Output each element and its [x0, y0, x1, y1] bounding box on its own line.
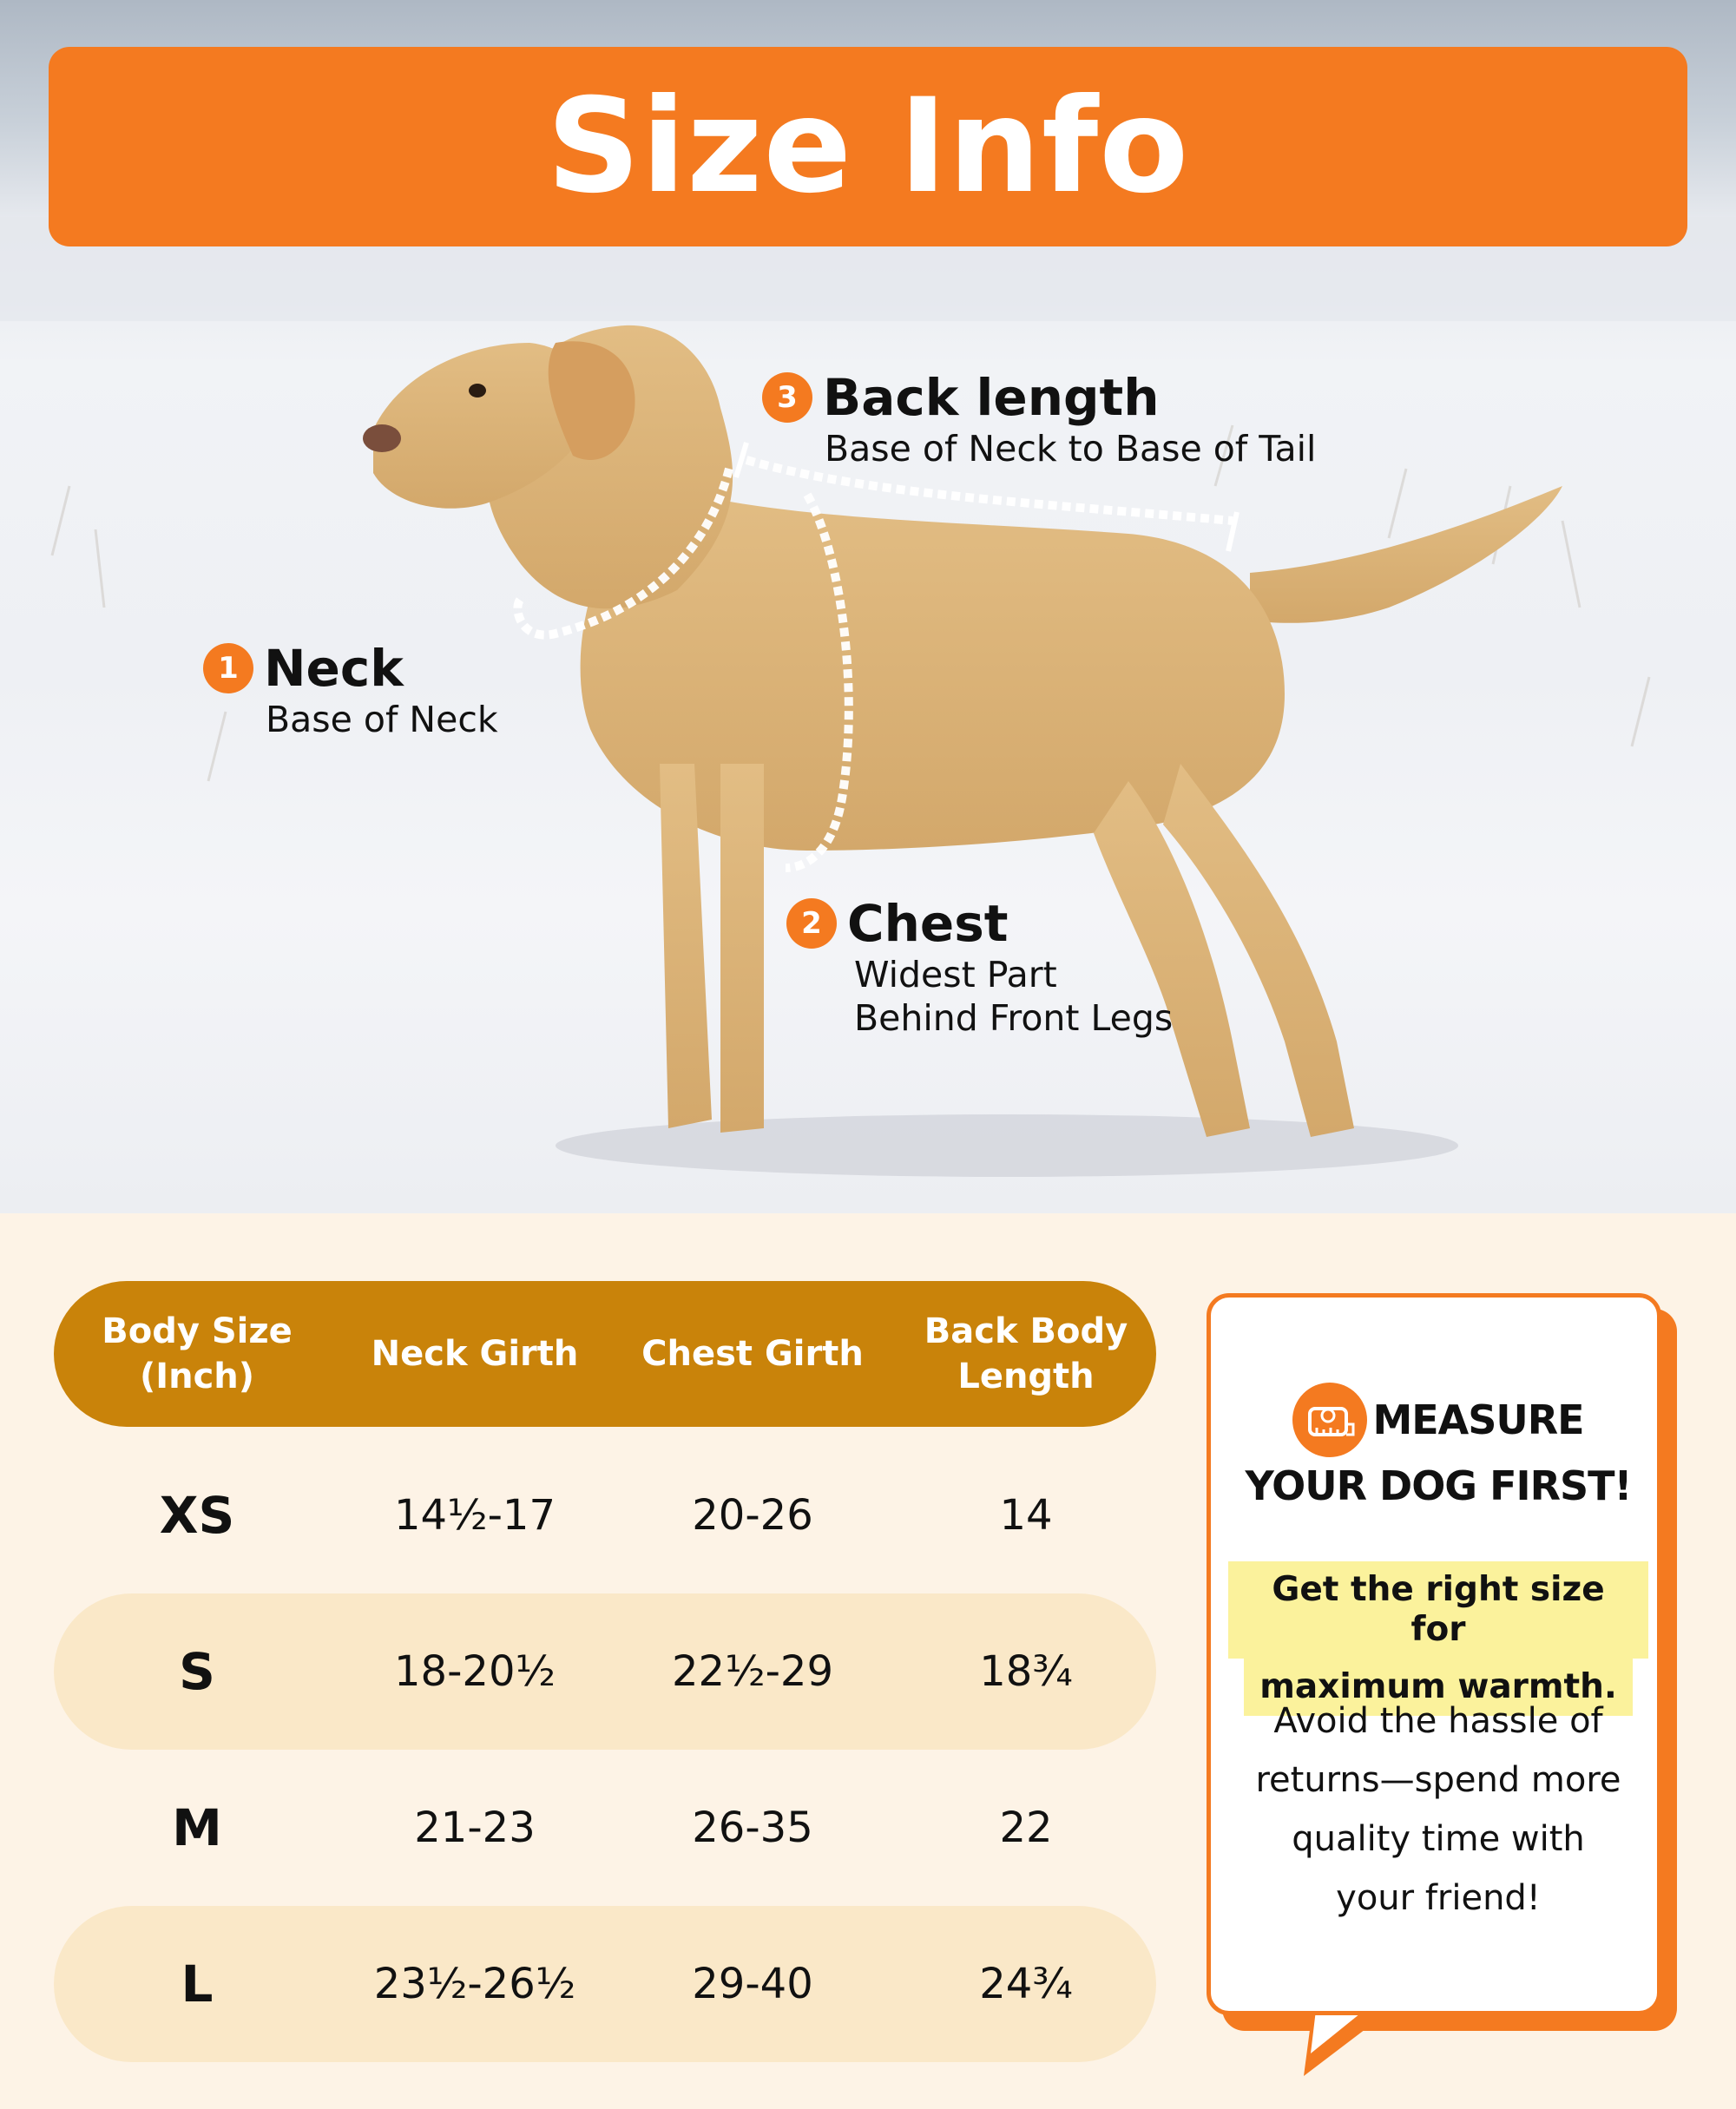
callout-chest: [786, 894, 1173, 1040]
highlight-line: Get the right size for: [1228, 1561, 1648, 1659]
table-row: [54, 1906, 1156, 2062]
speech-tail-icon: [1295, 2010, 1391, 2076]
highlight-line: maximum warmth.: [1244, 1659, 1633, 1716]
header-chest-girth: Chest Girth: [641, 1334, 864, 1374]
chest-cell: 29-40: [692, 1960, 813, 2008]
size-cell: XS: [159, 1486, 235, 1545]
size-cell: L: [181, 1955, 214, 2014]
chest-cell: 22½-29: [672, 1647, 833, 1696]
callout-back-length: [762, 368, 1316, 470]
callout-description: Behind Front Legs: [854, 997, 1174, 1039]
chest-cell: 26-35: [692, 1803, 813, 1852]
chest-cell: 20-26: [692, 1491, 813, 1540]
size-cell: M: [172, 1798, 222, 1857]
neck-cell: 18-20½: [394, 1647, 556, 1696]
size-cell: S: [179, 1642, 215, 1701]
card-body-text: Avoid the hassle of returns—spend more quality time with your friend!: [1255, 1701, 1621, 1918]
header-body-size: Body Size (Inch): [102, 1311, 293, 1396]
card-panel: [1207, 1293, 1661, 2015]
step-badge: 3: [762, 372, 812, 423]
heading-line: YOUR DOG FIRST!: [1245, 1462, 1632, 1509]
table-row: [54, 1593, 1156, 1750]
measuring-tape-icon: [1292, 1383, 1367, 1457]
callout-description: Widest Part: [854, 954, 1057, 995]
callout-label: Back length: [823, 368, 1160, 427]
header-neck-girth: Neck Girth: [371, 1334, 579, 1374]
measure-card: [1207, 1293, 1677, 2031]
neck-cell: 23½-26½: [373, 1960, 576, 2008]
neck-cell: 14½-17: [394, 1491, 556, 1540]
card-heading: [1211, 1383, 1666, 1509]
heading-line: MEASURE: [1372, 1396, 1584, 1443]
callout-description: Base of Neck to Base of Tail: [825, 428, 1317, 470]
step-badge: 1: [203, 643, 253, 693]
back-cell: 24¾: [979, 1960, 1073, 2008]
neck-cell: 21-23: [414, 1803, 536, 1852]
back-cell: 22: [999, 1803, 1053, 1852]
page-title: Size Info: [546, 71, 1190, 222]
callout-label: Chest: [847, 894, 1009, 953]
table-header: [54, 1281, 1156, 1427]
back-cell: 18¾: [979, 1647, 1073, 1696]
callout-label: Neck: [264, 639, 404, 698]
table-row: [54, 1750, 1156, 1906]
table-row: [54, 1437, 1156, 1593]
step-badge: 2: [786, 898, 837, 949]
header-back-length: Back Body Length: [924, 1311, 1128, 1396]
callout-neck: [203, 639, 498, 741]
callout-description: Base of Neck: [266, 699, 498, 740]
back-cell: 14: [999, 1491, 1053, 1540]
size-table: [54, 1281, 1156, 2062]
title-banner: [49, 47, 1687, 246]
